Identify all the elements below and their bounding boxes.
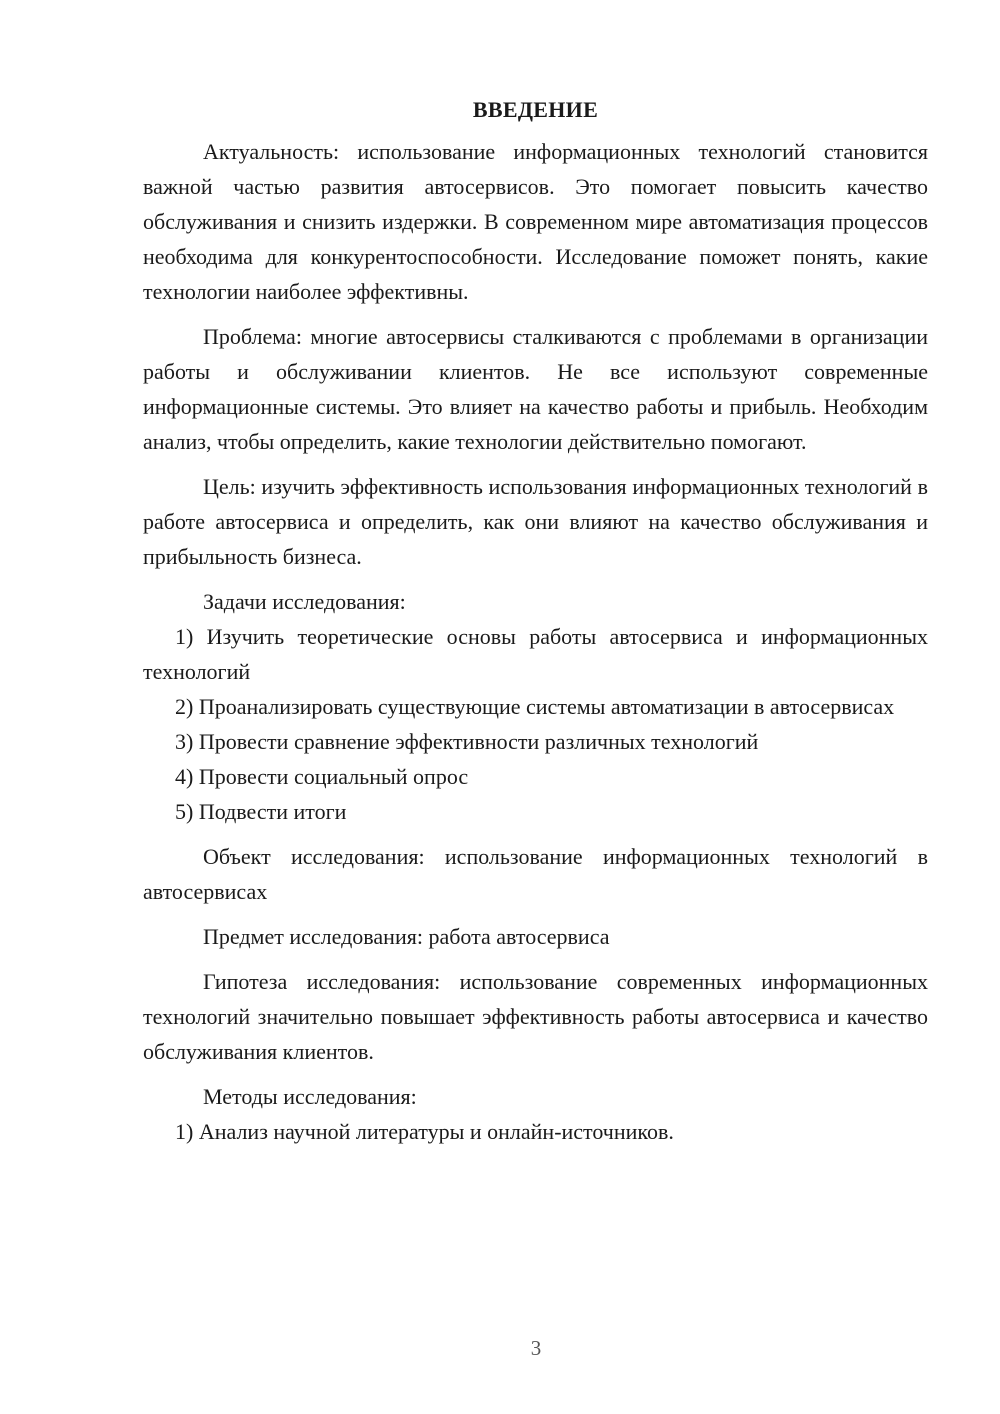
goal-paragraph: Цель: изучить эффективность использования информационных технологий в работе автосервиса и определить, как они влияют на качество обслуживания и прибыльность бизнеса. xyxy=(143,474,928,569)
page-content xyxy=(143,92,928,1149)
page-number: 3 xyxy=(530,1336,542,1360)
tasks-heading: Задачи исследования: xyxy=(203,589,406,614)
hypothesis-paragraph: Гипотеза исследования: использование современных информационных технологий значительно повышает эффективность работы автосервиса и качество обслуживания клиентов. xyxy=(143,969,928,1064)
task-item-2: 2) Проанализировать существующие системы автоматизации в автосервисах xyxy=(175,694,895,719)
page-title: ВВЕДЕНИЕ xyxy=(472,97,599,122)
task-item-4: 4) Провести социальный опрос xyxy=(175,764,469,789)
task-item-1: 1) Изучить теоретические основы работы автосервиса и информационных технологий xyxy=(143,624,928,684)
task-item-3: 3) Провести сравнение эффективности различных технологий xyxy=(175,729,759,754)
relevance-paragraph: Актуальность: использование информационных технологий становится важной частью развития автосервисов. Это помогает повысить качество обслуживания и снизить издержки. В современном мире автоматизация процессов необходима для конкурентоспособности. Исследование поможет понять, какие технологии наиболее эффективны. xyxy=(143,139,928,304)
methods-heading: Методы исследования: xyxy=(203,1084,417,1109)
subject-paragraph: Предмет исследования: работа автосервиса xyxy=(203,924,610,949)
method-item-1: 1) Анализ научной литературы и онлайн-источников. xyxy=(175,1119,674,1144)
problem-paragraph: Проблема: многие автосервисы сталкиваются с проблемами в организации работы и обслуживании клиентов. Не все используют современные информационные системы. Это влияет на качество работы и прибыль. Необходим анализ, чтобы определить, какие технологии действительно помогают. xyxy=(143,324,928,454)
object-paragraph: Объект исследования: использование информационных технологий в автосервисах xyxy=(143,844,928,904)
task-item-5: 5) Подвести итоги xyxy=(175,799,347,824)
